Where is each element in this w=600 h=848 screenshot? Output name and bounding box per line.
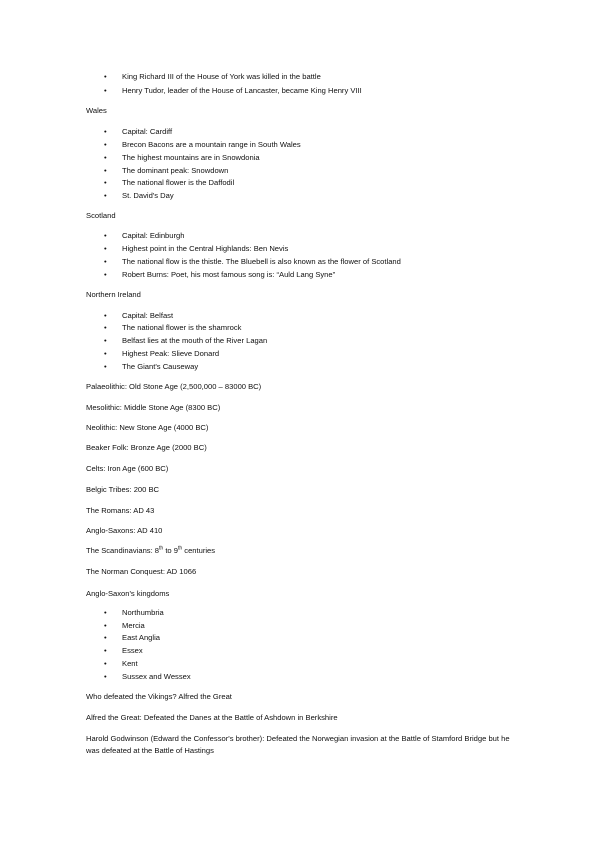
scandinavians-line <box>86 546 215 556</box>
section-heading-kingdoms: Anglo-Saxon's kingdoms <box>86 589 170 598</box>
bullet: • <box>104 323 107 332</box>
bullet: • <box>104 608 107 617</box>
list-item: St. David's Day <box>122 191 174 200</box>
list-item: Robert Burns: Poet, his most famous song is: “Auld Lang Syne” <box>122 270 336 279</box>
list-item: Brecon Bacons are a mountain range in South Wales <box>122 140 301 149</box>
paragraph: Alfred the Great: Defeated the Danes at the Battle of Ashdown in Berkshire <box>86 713 338 722</box>
ordinal-suffix: th <box>177 545 183 552</box>
list-item: The national flower is the Daffodil <box>122 178 235 187</box>
period-line: Palaeolithic: Old Stone Age (2,500,000 – 83000 BC) <box>86 382 262 391</box>
section-heading-wales: Wales <box>86 106 107 115</box>
list-item: The national flow is the thistle. The Bluebell is also known as the flower of Scotland <box>122 257 401 266</box>
bullet: • <box>104 362 107 371</box>
period-line: Anglo-Saxons: AD 410 <box>86 526 163 535</box>
ordinal-suffix: th <box>159 545 164 552</box>
section-heading-scotland: Scotland <box>86 211 116 220</box>
period-line: Neolithic: New Stone Age (4000 BC) <box>86 423 209 432</box>
bullet: • <box>104 178 107 187</box>
list-item: Mercia <box>122 621 145 630</box>
paragraph: Who defeated the Vikings? Alfred the Great <box>86 692 232 701</box>
list-item: King Richard III of the House of York was killed in the battle <box>122 72 321 81</box>
list-item: Essex <box>122 646 143 655</box>
list-item: Highest point in the Central Highlands: Ben Nevis <box>122 244 289 253</box>
bullet: • <box>104 349 107 358</box>
list-item: Henry Tudor, leader of the House of Lancaster, became King Henry VIII <box>122 86 362 95</box>
list-item: Highest Peak: Slieve Donard <box>122 349 220 358</box>
paragraph: Harold Godwinson (Edward the Confessor's brother): Defeated the Norwegian invasion at the Battle of Stamford Bridge but he was defeated at the Battle of Hastings <box>86 734 510 755</box>
list-item: The national flower is the shamrock <box>122 323 242 332</box>
bullet: • <box>104 336 107 345</box>
list-item: East Anglia <box>122 633 160 642</box>
list-item: Capital: Belfast <box>122 311 174 320</box>
bullet: • <box>104 166 107 175</box>
bullet: • <box>104 244 107 253</box>
period-line: Celts: Iron Age (600 BC) <box>86 464 169 473</box>
list-item: Capital: Cardiff <box>122 127 173 136</box>
bullet: • <box>104 646 107 655</box>
bullet: • <box>104 72 107 81</box>
bullet: • <box>104 140 107 149</box>
list-item: Sussex and Wessex <box>122 672 191 681</box>
list-item: Kent <box>122 659 138 668</box>
scandinavians-prefix: The Scandinavians: 8 <box>86 546 160 555</box>
period-line: Beaker Folk: Bronze Age (2000 BC) <box>86 443 207 452</box>
period-line: Mesolithic: Middle Stone Age (8300 BC) <box>86 403 221 412</box>
list-item: Northumbria <box>122 608 164 617</box>
period-line: The Norman Conquest: AD 1066 <box>86 567 197 576</box>
list-item: The dominant peak: Snowdown <box>122 166 229 175</box>
list-item: The Giant's Causeway <box>122 362 199 371</box>
bullet: • <box>104 633 107 642</box>
bullet: • <box>104 191 107 200</box>
bullet: • <box>104 257 107 266</box>
bullet: • <box>104 86 107 95</box>
list-item: Capital: Edinburgh <box>122 231 185 240</box>
bullet: • <box>104 311 107 320</box>
list-item: Belfast lies at the mouth of the River Lagan <box>122 336 268 345</box>
bullet: • <box>104 127 107 136</box>
scandinavians-middle: to 9 <box>163 546 178 555</box>
bullet: • <box>104 659 107 668</box>
period-line: Belgic Tribes: 200 BC <box>86 485 160 494</box>
section-heading-northern-ireland: Northern Ireland <box>86 290 141 299</box>
scandinavians-suffix: centuries <box>182 546 216 555</box>
bullet: • <box>104 270 107 279</box>
period-line: The Romans: AD 43 <box>86 506 155 515</box>
bullet: • <box>104 672 107 681</box>
bullet: • <box>104 621 107 630</box>
list-item: The highest mountains are in Snowdonia <box>122 153 260 162</box>
bullet: • <box>104 153 107 162</box>
bullet: • <box>104 231 107 240</box>
